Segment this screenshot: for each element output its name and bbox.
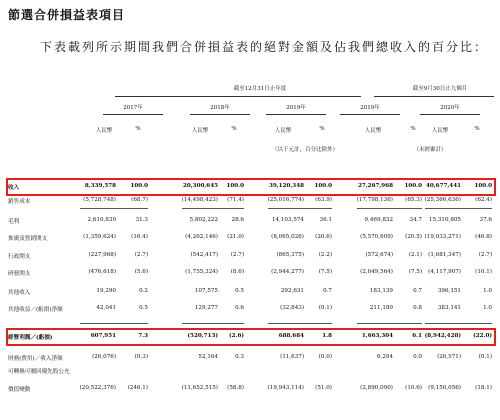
- pct-cell: 100.0: [226, 183, 244, 189]
- pct-cell: (8.6): [230, 269, 244, 275]
- pct-cell: 0.3: [235, 354, 244, 360]
- amount-cell: (1,081,347): [428, 252, 461, 258]
- pct-cell: (62.4): [475, 197, 492, 203]
- pct-cell: 0.0: [413, 354, 422, 360]
- year-header: 2017年: [123, 105, 143, 111]
- pct-cell: 1.0: [483, 288, 492, 294]
- amount-cell: 52,164: [198, 354, 218, 360]
- pct-cell: (20.5): [405, 234, 422, 240]
- amount-cell: (26,571): [437, 354, 461, 360]
- amount-cell: (5,728,748): [83, 197, 116, 203]
- year-header: 2018年: [210, 105, 230, 111]
- amount-cell: (227,968): [88, 252, 116, 258]
- pct-cell: 7.3: [138, 333, 148, 339]
- pct-cell: (2.7): [134, 252, 148, 258]
- amount-cell: (4,117,907): [428, 269, 461, 275]
- year-rule: [420, 114, 480, 115]
- year-rule: [266, 114, 326, 115]
- amount-cell: (1,755,324): [185, 269, 218, 275]
- year-header: 2019年: [286, 105, 306, 111]
- table-row: [8, 194, 494, 208]
- pct-cell: 0.6: [235, 305, 244, 311]
- amount-cell: (19,943,114): [267, 385, 304, 391]
- pct-cell: (51.0): [315, 385, 332, 391]
- subtotal-rule: [425, 208, 492, 209]
- pct-cell: (21.0): [227, 234, 244, 240]
- year-header: 2019年: [360, 105, 380, 111]
- pct-cell: (22.0): [473, 333, 492, 339]
- year-header: 2020年: [440, 105, 460, 111]
- pct-cell: (0.1): [318, 305, 332, 311]
- amount-cell: 211,180: [369, 305, 393, 311]
- row-label: 推廣及營銷開支: [8, 236, 48, 242]
- table-row: [8, 302, 494, 316]
- row-label: 收入: [8, 185, 20, 191]
- subtotal-rule: [357, 208, 422, 209]
- amount-cell: 688,684: [278, 333, 304, 339]
- amount-cell: 20,300,645: [182, 183, 218, 189]
- pct-cell: 6.1: [412, 333, 422, 339]
- amount-cell: 8,339,578: [84, 183, 116, 189]
- row-label: 財務(費用)／收入淨額: [8, 356, 63, 362]
- amount-cell: 1,663,304: [361, 333, 393, 339]
- pct-cell: (0.3): [134, 354, 148, 360]
- amount-cell: (4,262,146): [185, 234, 218, 240]
- table-row: [8, 249, 494, 263]
- subtotal-rule: [268, 323, 332, 324]
- pct-cell: 100.0: [404, 183, 422, 189]
- amount-cell: 14,103,574: [271, 217, 304, 223]
- row-label: 其他收益／(虧損)淨額: [8, 307, 63, 313]
- pct-cell: (0.0): [318, 354, 332, 360]
- amount-cell: (572,674): [365, 252, 393, 258]
- amount-cell: (14,498,423): [181, 197, 218, 203]
- unit-pct-header: %: [410, 126, 416, 132]
- pct-cell: (16.4): [131, 234, 148, 240]
- pct-cell: (2.7): [230, 252, 244, 258]
- pct-cell: 28.6: [231, 217, 244, 223]
- amount-cell: (8,942,428): [424, 333, 461, 339]
- subtotal-rule: [182, 323, 244, 324]
- amount-cell: 6,294: [376, 354, 393, 360]
- unit-pct-header: %: [474, 126, 480, 132]
- pct-cell: (2.7): [478, 252, 492, 258]
- amount-cell: 9,469,832: [364, 217, 393, 223]
- row-label: 行政開支: [8, 254, 31, 260]
- pct-cell: (7.5): [408, 269, 422, 275]
- subtotal-rule: [182, 208, 244, 209]
- unit-pct-header: %: [231, 126, 237, 132]
- amount-cell: (11,637): [280, 354, 304, 360]
- pct-cell: (18.1): [475, 385, 492, 391]
- row-label: 研發開支: [8, 271, 31, 277]
- amount-cell: (26,076): [92, 354, 116, 360]
- amount-cell: (25,366,636): [424, 197, 461, 203]
- subtotal-rule: [425, 323, 492, 324]
- subtotal-rule: [80, 208, 148, 209]
- unit-rmb-header: 人民幣: [95, 128, 113, 134]
- pct-cell: (68.7): [131, 197, 148, 203]
- pct-cell: 1.8: [322, 333, 332, 339]
- pct-cell: (46.8): [475, 234, 492, 240]
- pct-cell: 0.8: [413, 305, 422, 311]
- pct-cell: 36.1: [319, 217, 332, 223]
- pct-cell: (5.6): [134, 269, 148, 275]
- pct-cell: 0.5: [139, 305, 148, 311]
- amount-cell: (520,713): [187, 333, 218, 339]
- year-rule: [340, 114, 400, 115]
- unaudited-note: （未經審計）: [413, 147, 447, 153]
- year-rule: [103, 114, 163, 115]
- pct-cell: 0.5: [235, 288, 244, 294]
- table-row: [8, 285, 494, 299]
- amount-cell: 129,277: [194, 305, 218, 311]
- row-label: 其他收入: [8, 290, 31, 296]
- amount-cell: 19,290: [96, 288, 116, 294]
- amount-cell: (476,618): [88, 269, 116, 275]
- nine-month-group-header: 截至9月30日止九個月: [412, 86, 468, 92]
- amount-cell: (2,890,090): [360, 385, 393, 391]
- highlight-box: [6, 328, 496, 346]
- unit-rmb-header: 人民幣: [431, 128, 449, 134]
- row-label: 毛利: [8, 219, 20, 225]
- pct-cell: 0.7: [323, 288, 332, 294]
- amount-cell: 292,631: [280, 288, 304, 294]
- row-label: 銷售成本: [8, 199, 31, 205]
- table-row: [8, 351, 494, 365]
- unit-pct-header: %: [319, 126, 325, 132]
- amount-cell: (9,150,056): [428, 385, 461, 391]
- pct-cell: 31.3: [135, 217, 148, 223]
- row-label: 經營利潤／(虧損): [8, 335, 53, 341]
- pct-cell: 34.7: [409, 217, 422, 223]
- row-label: 可轉換可贖回優先股公允: [8, 369, 70, 375]
- amount-cell: (2,944,277): [271, 269, 304, 275]
- pct-cell: (246.1): [127, 385, 148, 391]
- table-row: [8, 364, 494, 378]
- amount-cell: 15,310,805: [428, 217, 461, 223]
- amount-cell: 42,041: [96, 305, 116, 311]
- amount-cell: (2,049,564): [360, 269, 393, 275]
- amount-cell: 5,802,222: [189, 217, 218, 223]
- subtotal-rule: [268, 208, 332, 209]
- pct-cell: 0.2: [139, 288, 148, 294]
- amount-cell: 396,151: [437, 288, 461, 294]
- pct-cell: (2.2): [318, 252, 332, 258]
- pct-cell: (2.6): [228, 333, 244, 339]
- nine-month-group-rule: [374, 96, 494, 97]
- unit-rmb-header: 人民幣: [274, 128, 292, 134]
- pct-cell: (63.9): [315, 197, 332, 203]
- amount-cell: (32,843): [280, 305, 304, 311]
- pct-cell: 100.0: [314, 183, 332, 189]
- pct-cell: 100.0: [474, 183, 492, 189]
- amount-cell: (20,522,376): [79, 385, 116, 391]
- amount-cell: (11,652,515): [181, 385, 218, 391]
- amount-cell: 183,139: [369, 288, 393, 294]
- pct-cell: 0.7: [413, 288, 422, 294]
- pct-cell: 100.0: [130, 183, 148, 189]
- amount-cell: (1,359,624): [83, 234, 116, 240]
- pct-cell: 1.0: [483, 305, 492, 311]
- amount-cell: 107,575: [194, 288, 218, 294]
- pct-cell: (71.4): [227, 197, 244, 203]
- unit-pct-header: %: [135, 126, 141, 132]
- table-row: [8, 266, 494, 280]
- table-row: [8, 231, 494, 245]
- unit-rmb-header: 人民幣: [364, 128, 382, 134]
- pct-cell: (0.1): [478, 354, 492, 360]
- pct-cell: (65.3): [405, 197, 422, 203]
- table-row: [8, 214, 494, 228]
- amount-cell: 607,951: [90, 333, 116, 339]
- year-rule: [190, 114, 250, 115]
- amount-cell: (25,016,774): [267, 197, 304, 203]
- fy-group-header: 截至12月31日止年度: [233, 86, 287, 92]
- subtotal-rule: [80, 323, 148, 324]
- intro-paragraph: 下表載列所示期間我們合併損益表的絕對金額及佔我們總收入的百分比：: [40, 40, 489, 54]
- pct-cell: (20.6): [315, 234, 332, 240]
- amount-cell: 27,267,968: [357, 183, 393, 189]
- amount-cell: (19,033,271): [424, 234, 461, 240]
- row-label: 價值變動: [8, 387, 31, 393]
- subtotal-rule: [357, 323, 422, 324]
- pct-cell: (2.1): [408, 252, 422, 258]
- amount-cell: 39,120,348: [268, 183, 304, 189]
- pct-cell: (10.1): [475, 269, 492, 275]
- amount-cell: 2,610,830: [87, 217, 116, 223]
- fy-group-rule: [115, 96, 361, 97]
- amount-cell: (542,417): [190, 252, 218, 258]
- pct-cell: (7.5): [318, 269, 332, 275]
- amount-cell: (865,375): [276, 252, 304, 258]
- pct-cell: (10.6): [405, 385, 422, 391]
- amount-cell: 383,141: [437, 305, 461, 311]
- unit-rmb-header: 人民幣: [191, 128, 209, 134]
- table-row: [8, 382, 494, 396]
- thousands-note: （以千元計，百分比除外）: [271, 147, 338, 153]
- amount-cell: (8,065,026): [271, 234, 304, 240]
- pct-cell: 37.6: [479, 217, 492, 223]
- page-title: 節選合併損益表項目: [8, 8, 126, 22]
- amount-cell: 40,677,441: [425, 183, 461, 189]
- amount-cell: (17,798,136): [356, 197, 393, 203]
- amount-cell: (5,570,609): [360, 234, 393, 240]
- pct-cell: (58.8): [227, 385, 244, 391]
